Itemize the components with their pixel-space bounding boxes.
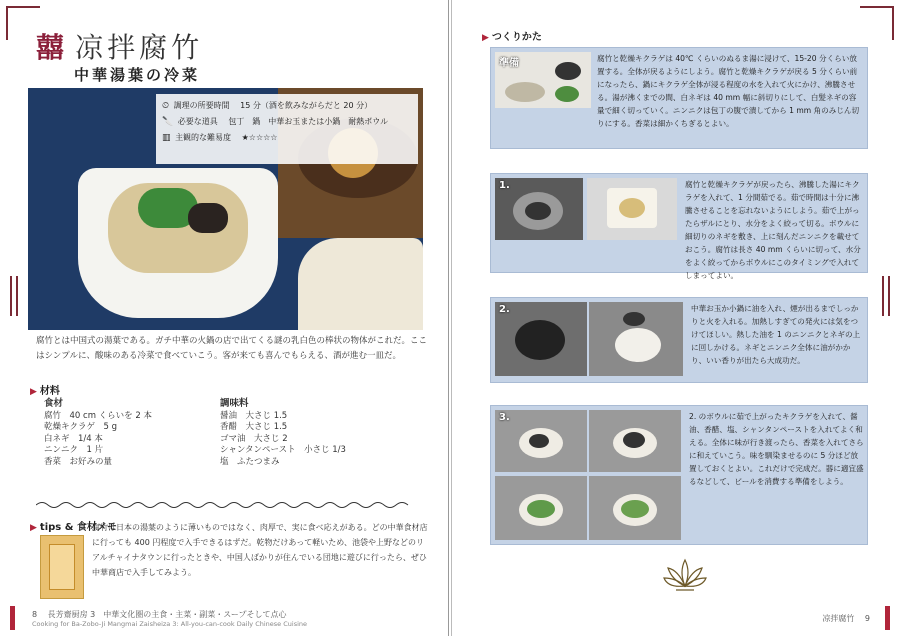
tips-heading: ▶ tips & 食材メモ: [30, 522, 117, 533]
intro-text: 腐竹とは中国式の湯葉である。ガチ中華の火鍋の店で出てくる謎の乳白色の棒状の物体がこれだ。ここはシンプルに、酸味のある冷菜で食べていこう。客が来ても喜んでもらえる、酒が進む一皿だ。: [36, 336, 428, 361]
page-number: 9: [864, 614, 870, 623]
step-text: 中華お玉か小鍋に油を入れ、煙が出るまでしっかりと火を入れる。加熱しすぎての発火には気をつけてほしい。熱した油を 1 のニンニクとネギの上に回しかける。ネギとニンニク全体に油がかかり、いい香りが出たら大成功だ。: [691, 304, 861, 365]
step-photo: [495, 178, 583, 240]
right-page: [451, 0, 900, 636]
steps-heading: ▶ つくりかた: [482, 32, 542, 43]
triangle-icon: ▶: [482, 33, 489, 43]
triangle-icon: ▶: [30, 523, 37, 533]
page-title: 凉拌腐竹: [75, 31, 204, 64]
step-text: 腐竹と乾燥キクラゲは 40℃ くらいのぬるま湯に浸けて、15-20 分くらい放置する。全体が戻るようにしよう。腐竹と乾燥キクラゲが戻る 5 分くらい前になったら、鍋にキクラゲ全体が浸る程度の水を入れて火にかけ、沸騰させる。湯が沸くまでの間、白ネギは 40 mm 幅に斜切りにして、白髪ネギの容量で細く切っていく。ニンニクは包丁の腹で潰してから 1 mm 角のみじん切りにする。香菜は細かくちぎるとよい。: [597, 54, 860, 128]
seasoning-item: 香醋 大さじ 1.5: [220, 422, 288, 432]
page-subtitle: 中華湯葉の冷菜: [74, 66, 201, 84]
step-photo: [495, 410, 587, 472]
seasoning-item: 塩 ふたつまみ: [220, 456, 280, 467]
tips-text: 腐竹は日本の湯葉のように薄いものではなく、肉厚で、実に食べ応えがある。どの中華食材店に行っても 400 円程度で入手できるはずだ。乾物だけあって軽いため、池袋や上野などのリアルチャイナタウンに行ったときや、中国人ばかりが住んでいる団地に遊びに行ったら、ぜひ中華商店で入手してみよう。: [92, 523, 428, 577]
step-photo: [589, 410, 681, 472]
side-ornament: [882, 276, 890, 316]
step-photo: [587, 178, 677, 240]
step-text: 2. のボウルに茹で上がったキクラゲを入れて、醤油、香醋、塩、シャンタンペーストを入れてよく和える。全体に味が行き渡ったら、香菜を入れてさらに和えていこう。味を馴染ませるのに 5 分ほど放置しておくとよい。これだけで完成だ。器に適宜盛るなどして、ビールを消費する準備をしよう。: [689, 412, 864, 486]
chart-icon: ▥: [162, 133, 171, 143]
step-3: [490, 405, 868, 545]
recipe-info-box: [156, 94, 418, 164]
page-number: 8: [32, 610, 38, 619]
seasonings: 調味料 醤油 大さじ 1.5 香醋 大さじ 1.5 ゴマ油 大さじ 2 シャンタンペースト 小さじ 1/3 塩 ふたつまみ: [220, 398, 346, 467]
book-title-en: Cooking for Ba-Zobo-Ji Mangmai Zaisheiza 3: All-you-can-cook Daily Chinese Cuisine: [32, 620, 308, 628]
step-number: 2.: [499, 304, 510, 315]
wave-divider: [36, 500, 410, 510]
ingredient-item: ニンニク 1 片: [44, 445, 104, 455]
yuba-package-image: [40, 535, 84, 599]
step-photo: [495, 302, 587, 376]
seasoning-item: ゴマ油 大さじ 2: [220, 433, 288, 444]
footer-bar: [10, 606, 15, 630]
corner-ornament: [860, 6, 894, 40]
knife-icon: 🔪: [162, 117, 174, 127]
dish-photo: [28, 88, 423, 330]
triangle-icon: ▶: [30, 387, 37, 397]
step-2: [490, 297, 868, 383]
seasoning-item: 醤油 大さじ 1.5: [220, 410, 288, 421]
step-number: 準備: [499, 58, 519, 69]
step-prep: [490, 47, 868, 149]
corner-ornament: [6, 6, 40, 40]
difficulty-row: ▥ 主観的な難易度 ★☆☆☆☆: [162, 130, 412, 146]
footer: [822, 613, 870, 624]
step-number: 3.: [499, 412, 510, 423]
ingredient-item: 白ネギ 1/4 本: [44, 433, 103, 444]
left-page: [0, 0, 449, 636]
ingredients-heading: ▶ 材料: [30, 386, 60, 397]
step-text: 腐竹と乾燥キクラゲが戻ったら、沸騰した湯にキクラゲを入れて、1 分間茹でる。茹で時間は十分に沸騰させることを忘れないようにしよう。茹で上がったらザルにとり、水分をよく絞って切る。ボウルに細切りのネギを敷き、上に刻んだニンニクを載せておこう。腐竹は長さ 40 mm くらいに切って、水分をよく絞ってからボウルにこのタイミングで入れてしまってよい。: [685, 180, 861, 280]
tools-row: 🔪 必要な道具 包丁 鍋 中華お玉または小鍋 耐熱ボウル: [162, 114, 412, 130]
seasoning-item: シャンタンペースト 小さじ 1/3: [220, 445, 346, 455]
recipe-title-footer: 凉拌腐竹: [822, 614, 855, 623]
book-title: 長芳齋厨房 3 中華文化圏の主食・主菜・副菜・スープそして点心: [47, 610, 287, 619]
ingredient-item: 乾燥キクラゲ 5 g: [44, 422, 118, 432]
double-happiness-icon: 囍: [36, 31, 65, 64]
clock-icon: ⏲: [162, 101, 170, 111]
ingredient-item: 香菜 お好みの量: [44, 456, 113, 467]
step-photo: [589, 476, 681, 540]
footer: [32, 609, 432, 628]
step-photo: [495, 476, 587, 540]
step-photo: [589, 302, 683, 376]
footer-bar: [885, 606, 890, 630]
title-block: [36, 26, 203, 66]
lotus-ornament-icon: [662, 556, 708, 594]
step-photo: [495, 52, 591, 108]
main-ingredients: 食材 腐竹 40 cm くらいを 2 本 乾燥キクラゲ 5 g 白ネギ 1/4 本 ニンニク 1 片 香菜 お好みの量: [44, 398, 152, 467]
step-1: [490, 173, 868, 280]
time-row: ⏲ 調理の所要時間 15 分（酒を飲みながらだと 20 分）: [162, 98, 412, 114]
step-number: 1.: [499, 180, 510, 191]
ingredient-item: 腐竹 40 cm くらいを 2 本: [44, 410, 152, 421]
side-ornament: [10, 276, 18, 316]
